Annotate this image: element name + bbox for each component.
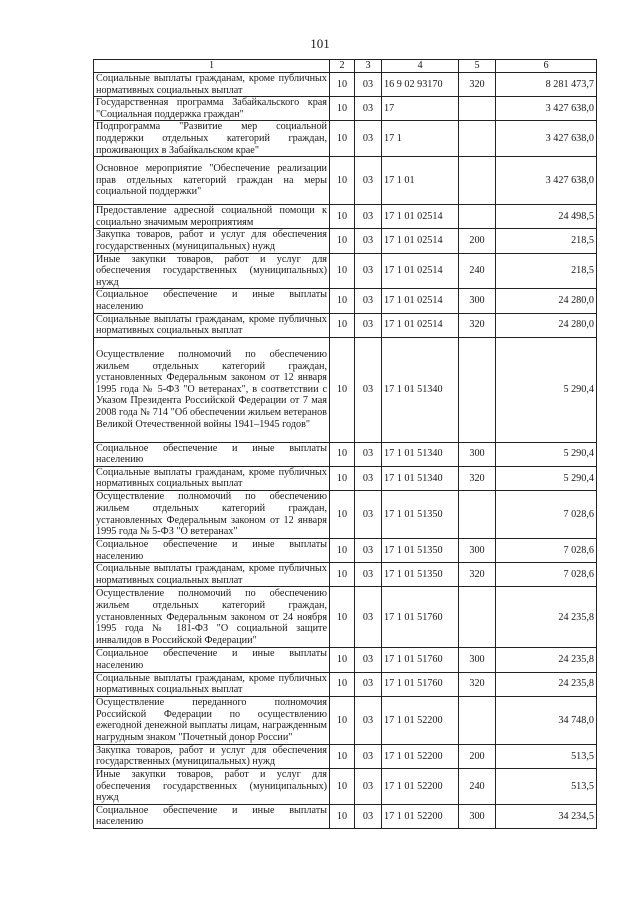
row-amount: 3 427 638,0 [496,157,597,205]
row-expense-type: 300 [459,442,496,466]
row-section: 10 [330,121,355,157]
row-expense-type [459,696,496,744]
row-section: 10 [330,539,355,563]
row-description: Закупка товаров, работ и услуг для обеспечения государственных (муниципальных) нужд [94,229,330,253]
table-header-row [94,60,597,73]
row-description: Государственная программа Забайкальского края "Социальная поддержка граждан" [94,97,330,121]
row-amount: 34 748,0 [496,696,597,744]
row-subsection: 03 [355,672,382,696]
row-subsection: 03 [355,696,382,744]
table-row [94,804,597,828]
table-row [94,696,597,744]
row-amount: 3 427 638,0 [496,121,597,157]
table-row [94,442,597,466]
row-amount: 24 235,8 [496,672,597,696]
table-row [94,289,597,313]
row-expense-type [459,587,496,648]
row-expense-type: 300 [459,539,496,563]
row-amount: 5 290,4 [496,466,597,490]
row-description: Социальное обеспечение и иные выплаты населению [94,648,330,672]
row-section: 10 [330,744,355,768]
row-target-code: 17 1 01 02514 [382,253,459,289]
row-expense-type: 240 [459,769,496,805]
row-amount: 8 281 473,7 [496,73,597,97]
row-expense-type [459,491,496,539]
row-subsection: 03 [355,466,382,490]
row-description: Иные закупки товаров, работ и услуг для обеспечения государственных (муниципальных) нужд [94,253,330,289]
row-subsection: 03 [355,539,382,563]
row-section: 10 [330,804,355,828]
row-target-code: 17 1 01 51340 [382,442,459,466]
row-target-code: 17 1 01 51340 [382,466,459,490]
col-header-amount: 6 [496,60,597,73]
row-section: 10 [330,229,355,253]
row-description: Осуществление переданного полномочия Российской Федерации по осуществлению ежегодной денежной выплаты лицам, награжденным нагрудным знаком "Почетный донор России" [94,696,330,744]
table-row [94,313,597,337]
row-target-code: 17 1 01 52200 [382,744,459,768]
table-row [94,539,597,563]
row-expense-type [459,337,496,442]
table-row [94,229,597,253]
row-subsection: 03 [355,121,382,157]
row-section: 10 [330,253,355,289]
row-target-code: 17 1 [382,121,459,157]
row-subsection: 03 [355,744,382,768]
row-description: Социальные выплаты гражданам, кроме публичных нормативных социальных выплат [94,672,330,696]
row-subsection: 03 [355,769,382,805]
row-section: 10 [330,205,355,229]
row-target-code: 17 1 01 02514 [382,229,459,253]
table-row [94,648,597,672]
row-expense-type: 200 [459,744,496,768]
col-header-expense-type: 5 [459,60,496,73]
row-section: 10 [330,672,355,696]
table-row [94,121,597,157]
row-amount: 3 427 638,0 [496,97,597,121]
row-section: 10 [330,313,355,337]
row-amount: 5 290,4 [496,442,597,466]
row-description: Социальное обеспечение и иные выплаты населению [94,289,330,313]
row-target-code: 17 1 01 52200 [382,696,459,744]
row-expense-type: 320 [459,563,496,587]
row-expense-type: 320 [459,73,496,97]
row-target-code: 17 1 01 52200 [382,769,459,805]
row-target-code: 17 1 01 51350 [382,563,459,587]
row-subsection: 03 [355,491,382,539]
row-expense-type: 300 [459,289,496,313]
col-header-target-code: 4 [382,60,459,73]
row-expense-type: 300 [459,648,496,672]
row-section: 10 [330,648,355,672]
row-amount: 513,5 [496,769,597,805]
row-description: Социальные выплаты гражданам, кроме публичных нормативных социальных выплат [94,73,330,97]
row-subsection: 03 [355,442,382,466]
row-target-code: 16 9 02 93170 [382,73,459,97]
row-subsection: 03 [355,313,382,337]
table-row [94,205,597,229]
row-description: Подпрограмма "Развитие мер социальной поддержки отдельных категорий граждан, проживающих в Забайкальском крае" [94,121,330,157]
row-description: Предоставление адресной социальной помощи к социально значимым мероприятиям [94,205,330,229]
row-target-code: 17 [382,97,459,121]
row-description: Основное мероприятие "Обеспечение реализации прав отдельных категорий граждан на меры социальной поддержки" [94,157,330,205]
row-description: Осуществление полномочий по обеспечению жильем отдельных категорий граждан, установленных Федеральным законом от 12 января 1995 года № 5-ФЗ "О ветеранах" [94,491,330,539]
row-section: 10 [330,337,355,442]
row-target-code: 17 1 01 51350 [382,539,459,563]
row-subsection: 03 [355,157,382,205]
row-section: 10 [330,587,355,648]
row-target-code: 17 1 01 02514 [382,205,459,229]
row-amount: 513,5 [496,744,597,768]
row-target-code: 17 1 01 02514 [382,289,459,313]
row-amount: 218,5 [496,253,597,289]
row-section: 10 [330,696,355,744]
row-expense-type [459,157,496,205]
row-target-code: 17 1 01 51350 [382,491,459,539]
table-row [94,587,597,648]
row-subsection: 03 [355,648,382,672]
table-row [94,563,597,587]
row-target-code: 17 1 01 51340 [382,337,459,442]
row-subsection: 03 [355,73,382,97]
row-expense-type [459,121,496,157]
table-row [94,466,597,490]
row-subsection: 03 [355,97,382,121]
row-amount: 7 028,6 [496,563,597,587]
row-subsection: 03 [355,563,382,587]
row-target-code: 17 1 01 [382,157,459,205]
table-row [94,73,597,97]
row-section: 10 [330,97,355,121]
row-amount: 5 290,4 [496,337,597,442]
row-subsection: 03 [355,253,382,289]
row-amount: 24 235,8 [496,587,597,648]
row-amount: 24 280,0 [496,313,597,337]
page-number: 101 [310,36,330,51]
row-expense-type: 200 [459,229,496,253]
row-section: 10 [330,769,355,805]
row-description: Закупка товаров, работ и услуг для обеспечения государственных (муниципальных) нужд [94,744,330,768]
col-header-section: 2 [330,60,355,73]
table-row [94,769,597,805]
row-target-code: 17 1 01 51760 [382,587,459,648]
row-subsection: 03 [355,205,382,229]
row-expense-type: 300 [459,804,496,828]
row-subsection: 03 [355,229,382,253]
row-section: 10 [330,157,355,205]
row-description: Социальные выплаты гражданам, кроме публичных нормативных социальных выплат [94,563,330,587]
row-description: Социальное обеспечение и иные выплаты населению [94,804,330,828]
row-target-code: 17 1 01 51760 [382,672,459,696]
row-description: Социальное обеспечение и иные выплаты населению [94,539,330,563]
row-amount: 24 280,0 [496,289,597,313]
row-description: Осуществление полномочий по обеспечению жильем отдельных категорий граждан, установленных Федеральным законом от 24 ноября 1995 года № 181-ФЗ "О социальной защите инвалидов в Российской Федерации" [94,587,330,648]
row-description: Социальные выплаты гражданам, кроме публичных нормативных социальных выплат [94,466,330,490]
col-header-subsection: 3 [355,60,382,73]
row-amount: 7 028,6 [496,491,597,539]
row-description: Иные закупки товаров, работ и услуг для обеспечения государственных (муниципальных) нужд [94,769,330,805]
budget-table [93,59,597,829]
row-subsection: 03 [355,587,382,648]
row-section: 10 [330,289,355,313]
row-expense-type: 320 [459,313,496,337]
row-amount: 218,5 [496,229,597,253]
row-description: Социальное обеспечение и иные выплаты населению [94,442,330,466]
row-amount: 24 498,5 [496,205,597,229]
table-row [94,744,597,768]
table-row [94,337,597,442]
row-section: 10 [330,73,355,97]
row-expense-type [459,205,496,229]
table-row [94,672,597,696]
row-target-code: 17 1 01 52200 [382,804,459,828]
row-target-code: 17 1 01 51760 [382,648,459,672]
col-header-description: 1 [94,60,330,73]
row-section: 10 [330,466,355,490]
row-section: 10 [330,491,355,539]
row-amount: 7 028,6 [496,539,597,563]
row-subsection: 03 [355,337,382,442]
row-section: 10 [330,563,355,587]
row-section: 10 [330,442,355,466]
row-subsection: 03 [355,804,382,828]
row-target-code: 17 1 01 02514 [382,313,459,337]
row-expense-type: 320 [459,466,496,490]
row-subsection: 03 [355,289,382,313]
row-description: Социальные выплаты гражданам, кроме публичных нормативных социальных выплат [94,313,330,337]
table-row [94,253,597,289]
row-description: Осуществление полномочий по обеспечению жильем отдельных категорий граждан, установленных Федеральным законом от 12 января 1995 года № 5-ФЗ "О ветеранах", в соответствии с Указом Президента Российской Федерации от 7 мая 2008 года № 714 "Об обеспечении жильем ветеранов Великой Отечественной войны 1941–1945 годов" [94,337,330,442]
table-row [94,491,597,539]
row-expense-type: 240 [459,253,496,289]
row-amount: 24 235,8 [496,648,597,672]
row-expense-type [459,97,496,121]
table-row [94,157,597,205]
row-amount: 34 234,5 [496,804,597,828]
table-row [94,97,597,121]
row-expense-type: 320 [459,672,496,696]
